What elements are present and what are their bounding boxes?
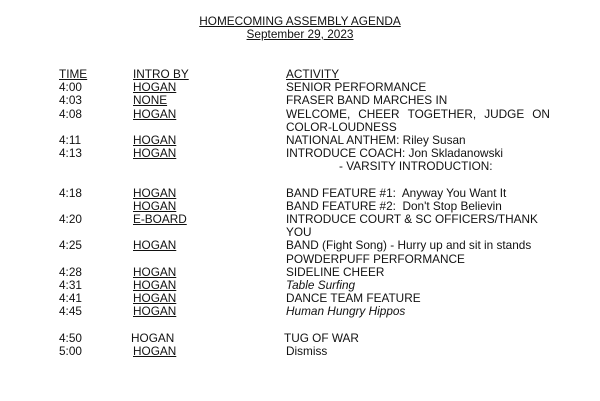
activity-word: WELCOME, (286, 106, 351, 121)
row-intro-by: HOGAN (133, 106, 177, 121)
row-intro-by: HOGAN (133, 198, 177, 213)
activity-word: TOGETHER, (407, 106, 477, 121)
row-spacer (0, 319, 600, 332)
row-time: 4:25 (59, 238, 82, 253)
agenda-row (0, 187, 600, 200)
row-intro-by: NONE (133, 93, 168, 108)
agenda-table (0, 68, 600, 358)
column-header-intro-by: INTRO BY (133, 67, 189, 81)
row-time: 5:00 (59, 343, 82, 358)
row-time: 4:00 (59, 80, 82, 95)
row-activity: Dismiss (286, 343, 328, 358)
row-time: 4:41 (59, 291, 82, 306)
agenda-row (0, 239, 600, 252)
agenda-row (0, 94, 600, 107)
agenda-row (0, 147, 600, 160)
document-date (0, 28, 600, 41)
activity-word: ON (532, 106, 550, 121)
row-intro-by: HOGAN (133, 278, 177, 292)
row-activity: DANCE TEAM FEATURE (286, 291, 421, 306)
row-activity: BAND FEATURE #1: Anyway You Want It (286, 185, 507, 200)
row-intro-by: HOGAN (133, 264, 177, 279)
row-activity: BAND FEATURE #2: Don't Stop Believin (286, 198, 502, 213)
row-time: 4:31 (59, 278, 82, 292)
document-title-text: HOMECOMING ASSEMBLY AGENDA (199, 14, 401, 28)
agenda-row (0, 332, 600, 345)
row-activity: Human Hungry Hippos (286, 304, 406, 319)
activity-word: JUDGE (484, 106, 525, 121)
row-activity: SENIOR PERFORMANCE (286, 80, 427, 95)
row-intro-by: HOGAN (131, 330, 175, 345)
agenda-row-continuation (0, 253, 600, 266)
agenda-row-continuation (0, 121, 600, 134)
row-intro-by: HOGAN (133, 185, 177, 200)
row-time: 4:50 (59, 330, 82, 345)
column-header-activity: ACTIVITY (286, 67, 340, 81)
row-time: 4:03 (59, 93, 82, 108)
row-time: 4:28 (59, 264, 82, 279)
row-activity: INTRODUCE COACH: Jon Skladanowski (286, 146, 503, 161)
row-activity: SIDELINE CHEER (286, 264, 385, 279)
agenda-row (0, 345, 600, 358)
row-activity: - VARSITY INTRODUCTION: (339, 159, 493, 174)
agenda-row (0, 108, 600, 121)
row-intro-by: HOGAN (133, 132, 177, 147)
activity-word: CHEER (358, 106, 400, 121)
row-time: 4:13 (59, 146, 82, 161)
row-intro-by: HOGAN (133, 343, 177, 358)
row-intro-by: HOGAN (133, 291, 177, 306)
column-header-time: TIME (59, 67, 88, 81)
row-activity (286, 108, 550, 121)
agenda-row (0, 305, 600, 318)
row-activity: YOU (286, 225, 312, 240)
row-time: 4:20 (59, 212, 82, 227)
row-activity: FRASER BAND MARCHES IN (286, 93, 448, 108)
row-activity: COLOR-LOUDNESS (286, 119, 397, 134)
row-activity: TUG OF WAR (284, 330, 359, 345)
row-activity: NATIONAL ANTHEM: Riley Susan (286, 132, 466, 147)
row-intro-by: HOGAN (133, 146, 177, 161)
row-time: 4:18 (59, 185, 82, 200)
row-time: 4:08 (59, 106, 82, 121)
row-activity: Table Surfing (286, 278, 356, 292)
row-time: 4:45 (59, 304, 82, 319)
row-intro-by: E-BOARD (133, 212, 187, 227)
row-activity: POWDERPUFF PERFORMANCE (286, 251, 465, 266)
row-activity: INTRODUCE COURT & SC OFFICERS/THANK (286, 212, 538, 227)
row-intro-by: HOGAN (133, 304, 177, 319)
row-spacer (0, 174, 600, 187)
row-intro-by: HOGAN (133, 80, 177, 95)
row-activity: BAND (Fight Song) - Hurry up and sit in stands (286, 238, 532, 253)
row-intro-by: HOGAN (133, 238, 177, 253)
row-time: 4:11 (59, 132, 82, 147)
agenda-row-continuation (0, 160, 600, 173)
document-date-text: September 29, 2023 (246, 27, 354, 41)
